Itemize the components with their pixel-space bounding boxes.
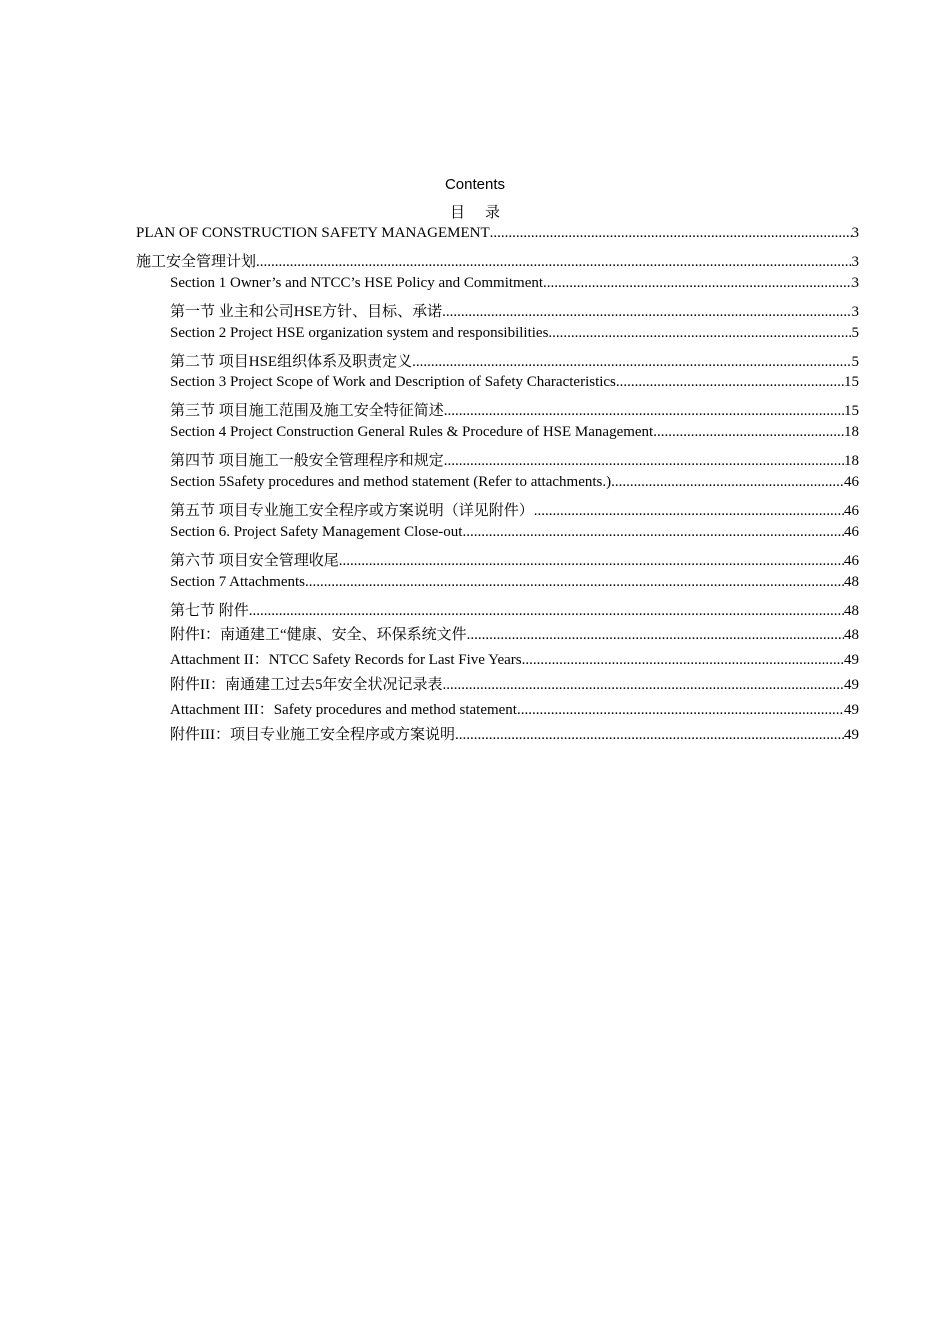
toc-dot-leader	[616, 374, 844, 391]
toc-dot-leader	[548, 325, 851, 342]
toc-dot-leader	[534, 503, 844, 520]
toc-page-number: 5	[851, 353, 859, 370]
toc-entry-text: 附件II：南通建工过去5年安全状况记录表	[170, 677, 443, 694]
toc-page-number: 18	[844, 453, 859, 470]
toc-dot-leader	[442, 304, 851, 321]
toc-entry-text: Section 1 Owner’s and NTCC’s HSE Policy and Commitment	[170, 274, 544, 291]
toc-page-number: 49	[844, 702, 859, 719]
toc-entry[interactable]	[170, 300, 859, 322]
toc-entry-text: Section 3 Project Scope of Work and Description of Safety Characteristics	[170, 374, 616, 391]
toc-entry-text: 第二节 项目HSE组织体系及职责定义	[170, 353, 413, 370]
toc-dot-leader	[249, 603, 844, 620]
toc-dot-leader	[462, 524, 844, 541]
toc-page-number: 49	[844, 677, 859, 694]
toc-entry[interactable]	[170, 574, 859, 596]
toc-dot-leader	[517, 702, 844, 719]
toc-page-number: 46	[844, 502, 859, 519]
toc-entry[interactable]	[170, 549, 859, 571]
toc-page-number: 48	[844, 627, 859, 644]
toc-page-number: 46	[844, 523, 859, 540]
toc-entry-text: 施工安全管理计划	[136, 253, 257, 270]
toc-entry-text: 第七节 附件	[170, 602, 249, 619]
toc-dot-leader	[444, 453, 844, 470]
toc-entry-text: Attachment II：NTCC Safety Records for Last Five Years	[170, 652, 522, 669]
toc-entry[interactable]	[170, 499, 859, 521]
toc-dot-leader	[490, 225, 852, 242]
toc-page-number: 15	[844, 374, 859, 391]
toc-page-number: 15	[844, 403, 859, 420]
toc-title: Contents	[444, 176, 506, 193]
toc-dot-leader	[467, 627, 844, 644]
toc-page-number: 3	[851, 253, 859, 270]
toc-dot-leader	[653, 424, 844, 441]
toc-entry[interactable]	[170, 648, 859, 670]
toc-entry-text: Section 7 Attachments	[170, 573, 305, 590]
toc-entry-text: Section 4 Project Construction General Rules & Procedure of HSE Management	[170, 424, 654, 441]
toc-entry[interactable]	[170, 449, 859, 471]
toc-entry-text: 第六节 项目安全管理收尾	[170, 552, 339, 569]
toc-page-number: 5	[851, 324, 859, 341]
toc-entry-text: PLAN OF CONSTRUCTION SAFETY MANAGEMENT	[136, 225, 490, 241]
toc-dot-leader	[256, 254, 851, 271]
toc-entry-text: Section 6. Project Safety Management Close-out	[170, 523, 463, 540]
toc-page-number: 46	[844, 552, 859, 569]
toc-dot-leader	[522, 652, 844, 669]
toc-dot-leader	[444, 403, 844, 420]
toc-dot-leader	[305, 574, 844, 591]
toc-entry[interactable]	[170, 325, 859, 347]
toc-entry[interactable]	[170, 723, 859, 745]
toc-dot-leader	[611, 474, 844, 491]
toc-entry[interactable]	[170, 275, 859, 297]
toc-dot-leader	[339, 553, 844, 570]
toc-entry-text: 第五节 项目专业施工安全程序或方案说明（详见附件）	[170, 502, 534, 519]
toc-page-number: 48	[844, 602, 859, 619]
toc-entry[interactable]	[170, 350, 859, 372]
toc-dot-leader	[455, 727, 844, 744]
toc-page-number: 49	[844, 727, 859, 743]
toc-entry[interactable]	[170, 599, 859, 621]
toc-entry[interactable]	[170, 399, 859, 421]
toc-entry-text: 第四节 项目施工一般安全管理程序和规定	[170, 453, 444, 470]
toc-entry-text: 第三节 项目施工范围及施工安全特征简述	[170, 403, 444, 420]
toc-page-number: 48	[844, 573, 859, 590]
toc-entry[interactable]	[136, 225, 859, 247]
toc-entry-text: 附件III：项目专业施工安全程序或方案说明	[170, 727, 455, 743]
toc-entry[interactable]	[170, 673, 859, 695]
toc-entry-text: 附件I：南通建工“健康、安全、环保系统文件	[170, 627, 467, 644]
toc-page-number: 3	[851, 225, 859, 241]
toc-entry[interactable]	[170, 623, 859, 645]
toc-entry[interactable]	[170, 474, 859, 496]
toc-entry[interactable]	[170, 698, 859, 720]
toc-page-number: 3	[851, 274, 859, 291]
toc-page-number: 49	[844, 652, 859, 669]
toc-entry[interactable]	[170, 374, 859, 396]
toc-dot-leader	[412, 354, 851, 371]
toc-page-number: 18	[844, 424, 859, 441]
toc-page-number: 46	[844, 474, 859, 490]
toc-entry-text: Section 5Safety procedures and method statement (Refer to attachments.)	[170, 474, 612, 490]
toc-subtitle: 目录	[449, 205, 520, 221]
toc-entry-text: Attachment III：Safety procedures and method statement	[170, 702, 517, 719]
toc-entry-text: 第一节 业主和公司HSE方针、目标、承诺	[170, 303, 443, 320]
toc-dot-leader	[443, 677, 845, 694]
toc-page-number: 3	[851, 303, 859, 320]
toc-entry-text: Section 2 Project HSE organization system and responsibilities	[170, 324, 549, 341]
toc-dot-leader	[543, 275, 851, 292]
toc-entry[interactable]	[170, 424, 859, 446]
toc-entry[interactable]	[136, 250, 859, 272]
toc-entry[interactable]	[170, 524, 859, 546]
